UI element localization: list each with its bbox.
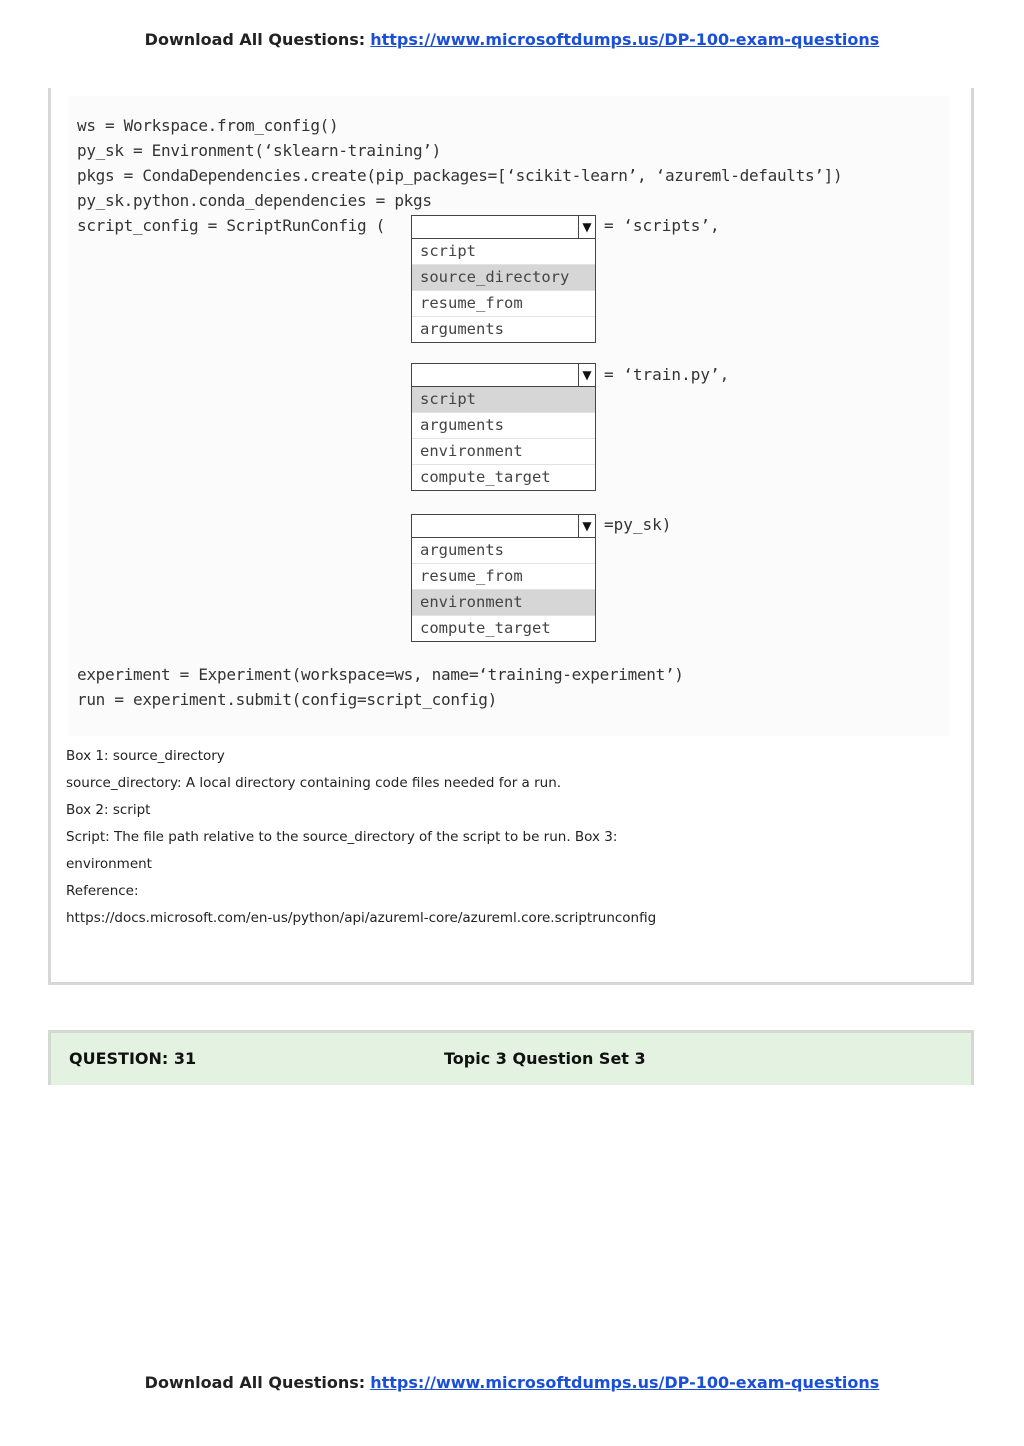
box-2-suffix: = ‘train.py’, <box>604 365 730 384</box>
dropdown-header[interactable] <box>412 364 595 387</box>
explanation-line: environment <box>66 856 152 872</box>
download-banner-top <box>0 30 1024 49</box>
download-label: Download All Questions: <box>144 30 366 49</box>
question-topic: Topic 3 Question Set 3 <box>444 1049 646 1068</box>
dropdown-arrow-icon[interactable]: ▼ <box>578 515 595 537</box>
dropdown-option-selected[interactable]: source_directory <box>412 265 595 291</box>
download-link[interactable]: https://www.microsoftdumps.us/DP-100-exam-questions <box>370 30 880 49</box>
dropdown-option[interactable]: resume_from <box>412 291 595 317</box>
dropdown-option[interactable]: arguments <box>412 538 595 564</box>
box-1-dropdown[interactable] <box>411 215 596 343</box>
code-line: run = experiment.submit(config=script_config) <box>77 690 497 709</box>
dropdown-option[interactable]: compute_target <box>420 619 551 637</box>
explanation-line: Box 1: source_directory <box>66 748 225 764</box>
dropdown-option-selected[interactable]: script <box>412 387 595 413</box>
question-header <box>48 1030 974 1085</box>
explanation-line: Script: The file path relative to the source_directory of the script to be run. Box 3: <box>66 829 618 845</box>
explanation-line: Box 2: script <box>66 802 151 818</box>
dropdown-option[interactable]: arguments <box>420 320 504 338</box>
question-number: QUESTION: 31 <box>69 1049 197 1068</box>
explanation-text <box>66 743 946 932</box>
code-line: pkgs = CondaDependencies.create(pip_packages=[‘scikit-learn’, ‘azureml-defaults’]) <box>77 166 843 185</box>
code-line: script_config = ScriptRunConfig ( <box>77 216 385 235</box>
download-banner-bottom <box>0 1373 1024 1392</box>
download-label: Download All Questions: <box>144 1373 366 1392</box>
code-line: py_sk = Environment(‘sklearn-training’) <box>77 141 441 160</box>
dropdown-arrow-icon[interactable]: ▼ <box>578 216 595 238</box>
code-line: ws = Workspace.from_config() <box>77 116 339 135</box>
code-line: experiment = Experiment(workspace=ws, name=‘training-experiment’) <box>77 665 684 684</box>
dropdown-option-selected[interactable]: environment <box>412 590 595 616</box>
dropdown-header[interactable] <box>412 216 595 239</box>
dropdown-option[interactable]: resume_from <box>412 564 595 590</box>
dropdown-option[interactable]: environment <box>412 439 595 465</box>
dropdown-header[interactable] <box>412 515 595 538</box>
answer-panel <box>48 88 974 985</box>
box-2-dropdown[interactable] <box>411 363 596 491</box>
dropdown-option[interactable]: arguments <box>412 413 595 439</box>
box-1-suffix: = ‘scripts’, <box>604 216 720 235</box>
dropdown-option[interactable]: compute_target <box>420 468 551 486</box>
download-link[interactable]: https://www.microsoftdumps.us/DP-100-exam-questions <box>370 1373 880 1392</box>
box-3-suffix: =py_sk) <box>604 515 672 534</box>
explanation-line: Reference: <box>66 883 139 899</box>
code-figure <box>69 96 949 736</box>
explanation-line: source_directory: A local directory containing code files needed for a run. <box>66 775 562 791</box>
dropdown-option[interactable]: script <box>412 239 595 265</box>
code-line: py_sk.python.conda_dependencies = pkgs <box>77 191 432 210</box>
dropdown-arrow-icon[interactable]: ▼ <box>578 364 595 386</box>
reference-link[interactable]: https://docs.microsoft.com/en-us/python/api/azureml-core/azureml.core.scriptrunconfig <box>66 910 657 926</box>
box-3-dropdown[interactable] <box>411 514 596 642</box>
